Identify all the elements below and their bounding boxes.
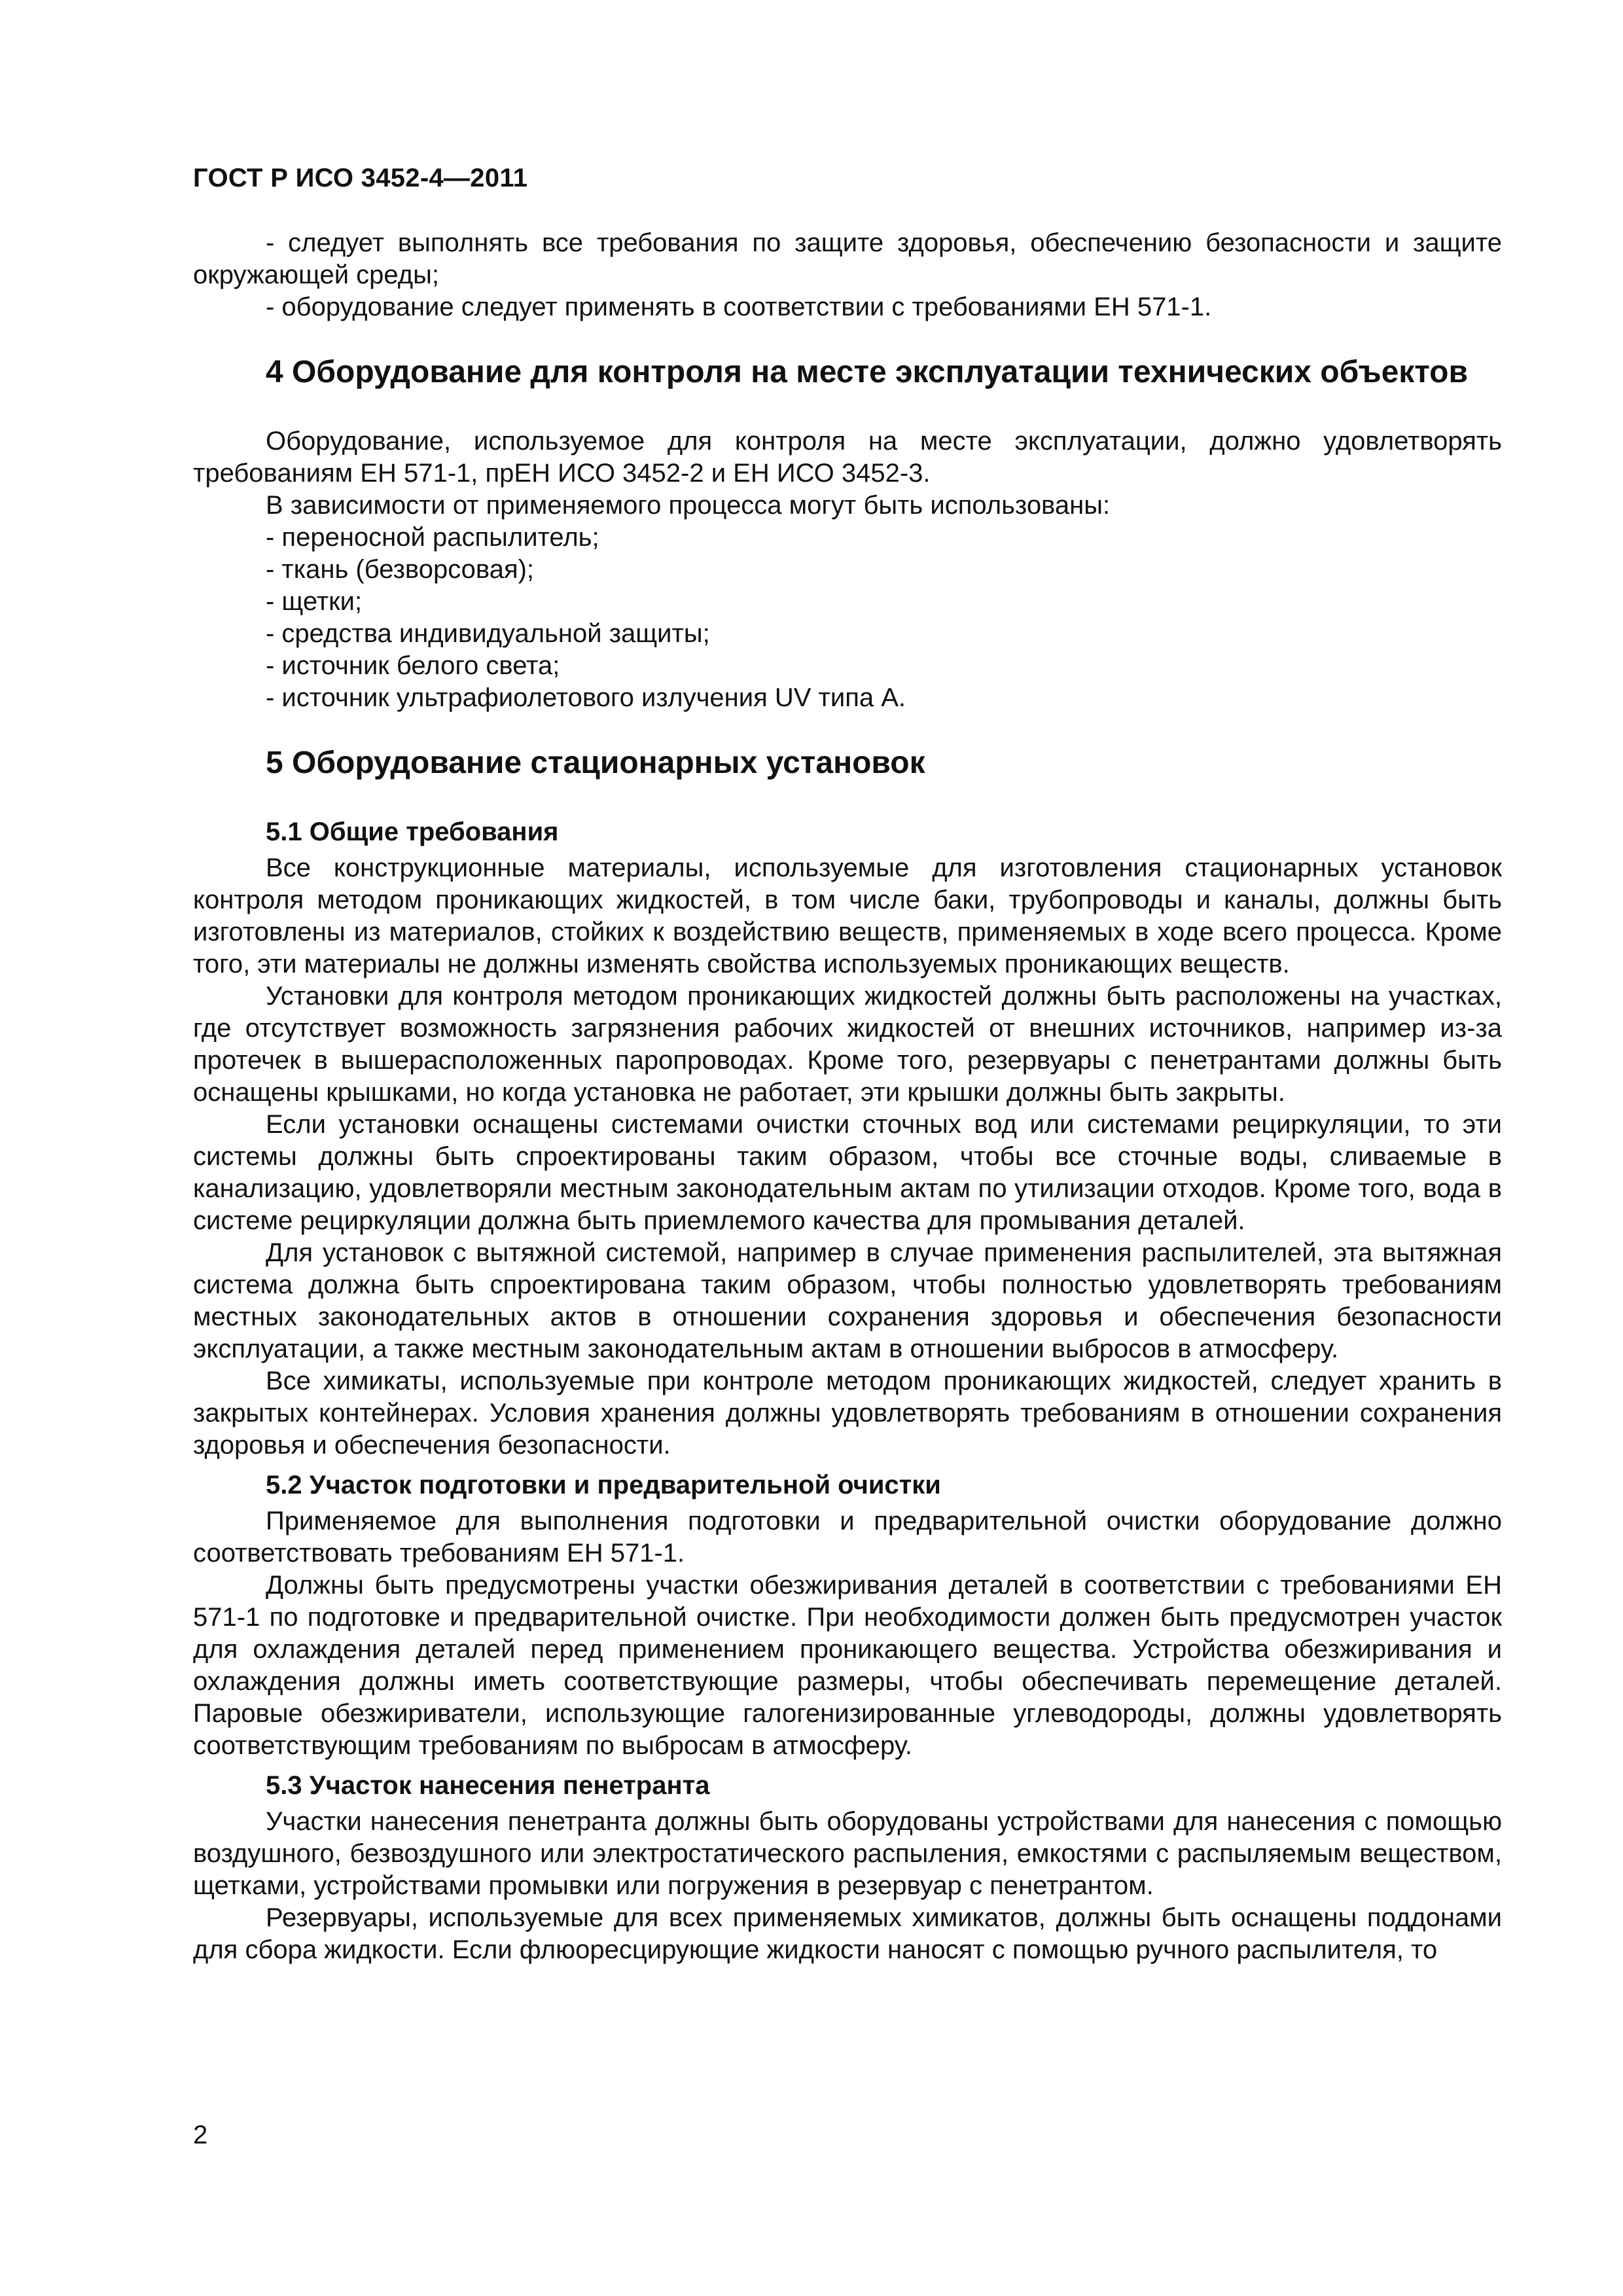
intro-list-item: - оборудование следует применять в соответствии с требованиями ЕН 571-1. bbox=[266, 293, 1212, 321]
intro-list-item: - следует выполнять все требования по защите здоровья, обеспечению безопасности и защите окружающей среды; bbox=[193, 228, 1502, 289]
equipment-list-item: - средства индивидуальной защиты; bbox=[266, 619, 710, 648]
section-4-heading: 4 Оборудование для контроля на месте эксплуатации технических объектов bbox=[266, 355, 1469, 389]
subsection-5-2-paragraph: Применяемое для выполнения подготовки и предварительной очистки оборудование должно соответствовать требованиям ЕН 571-1. bbox=[193, 1507, 1502, 1568]
subsection-5-3-heading: 5.3 Участок нанесения пенетранта bbox=[266, 1771, 710, 1800]
equipment-list-item: - источник белого света; bbox=[266, 651, 560, 680]
subsection-5-1-paragraph: Если установки оснащены системами очистки сточных вод или системами рециркуляции, то эти системы должны быть спроектированы таким образом, чтобы все сточные воды, сливаемые в канализацию, удовлетворяли местным законодательным актам по утилизации отходов. Кроме того, вода в системе рециркуляции должна быть приемлемого качества для промывания деталей. bbox=[193, 1110, 1502, 1235]
page-number: 2 bbox=[193, 2121, 208, 2149]
document-page bbox=[193, 164, 1502, 1966]
section-5-heading: 5 Оборудование стационарных установок bbox=[266, 745, 925, 780]
equipment-list-item: - щетки; bbox=[266, 587, 363, 616]
section-4-paragraph: В зависимости от применяемого процесса могут быть использованы: bbox=[266, 491, 1111, 520]
equipment-list-item: - ткань (безворсовая); bbox=[266, 555, 535, 584]
subsection-5-1-paragraph: Для установок с вытяжной системой, например в случае применения распылителей, эта вытяжная система должна быть спроектирована таким образом, чтобы полностью удовлетворять требованиям местных законодательных актов в отношении сохранения здоровья и обеспечения безопасности эксплуатации, а также местным законодательным актам в отношении выбросов в атмосферу. bbox=[193, 1238, 1502, 1363]
subsection-5-1-heading: 5.1 Общие требования bbox=[266, 817, 559, 846]
equipment-list-item: - источник ультрафиолетового излучения UV типа А. bbox=[266, 683, 906, 712]
document-code-header: ГОСТ Р ИСО 3452-4—2011 bbox=[193, 164, 528, 192]
subsection-5-1-paragraph: Все химикаты, используемые при контроле методом проникающих жидкостей, следует хранить в закрытых контейнерах. Условия хранения должны удовлетворять требованиям в отношении сохранения здоровья и обеспечения безопасности. bbox=[193, 1367, 1502, 1460]
subsection-5-1-paragraph: Установки для контроля методом проникающих жидкостей должны быть расположены на участках, где отсутствует возможность загрязнения рабочих жидкостей от внешних источников, например из-за протечек в вышерасположенных паропроводах. Кроме того, резервуары с пенетрантами должны быть оснащены крышками, но когда установка не работает, эти крышки должны быть закрыты. bbox=[193, 982, 1502, 1107]
subsection-5-1-paragraph: Все конструкционные материалы, используемые для изготовления стационарных установок контроля методом проникающих жидкостей, в том числе баки, трубопроводы и каналы, должны быть изготовлены из материалов, стойких к воздействию веществ, применяемых в ходе всего процесса. Кроме того, эти материалы не должны изменять свойства используемых проникающих веществ. bbox=[193, 853, 1502, 978]
subsection-5-2-heading: 5.2 Участок подготовки и предварительной очистки bbox=[266, 1471, 941, 1499]
subsection-5-3-paragraph: Резервуары, используемые для всех применяемых химикатов, должны быть оснащены поддонами для сбора жидкости. Если флюоресцирующие жидкости наносят с помощью ручного распылителя, то bbox=[193, 1903, 1502, 1964]
subsection-5-3-paragraph: Участки нанесения пенетранта должны быть оборудованы устройствами для нанесения с помощью воздушного, безвоздушного или электростатического распыления, емкостями с распыляемым веществом, щетками, устройствами промывки или погружения в резервуар с пенетрантом. bbox=[193, 1807, 1502, 1900]
section-4-paragraph: Оборудование, используемое для контроля на месте эксплуатации, должно удовлетворять требованиям ЕН 571-1, прЕН ИСО 3452-2 и ЕН ИСО 3452-3. bbox=[193, 427, 1502, 488]
subsection-5-2-paragraph: Должны быть предусмотрены участки обезжиривания деталей в соответствии с требованиями ЕН 571-1 по подготовке и предварительной очистке. При необходимости должен быть предусмотрен участок для охлаждения деталей перед применением проникающего вещества. Устройства обезжиривания и охлаждения должны иметь соответствующие размеры, чтобы обеспечивать перемещение деталей. Паровые обезжириватели, использующие галогенизированные углеводороды, должны удовлетворять соответствующим требованиям по выбросам в атмосферу. bbox=[193, 1571, 1502, 1760]
equipment-list-item: - переносной распылитель; bbox=[266, 523, 599, 552]
